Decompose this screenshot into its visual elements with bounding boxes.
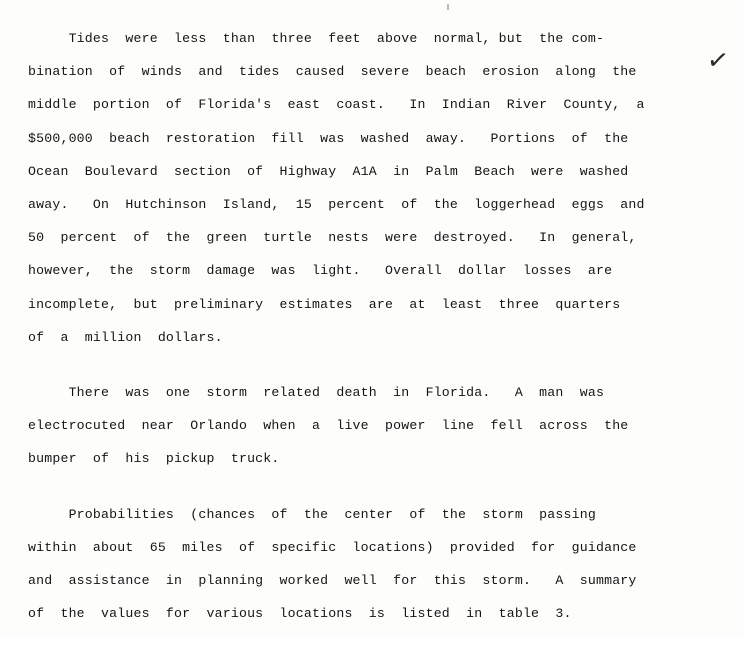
text-line: away. On Hutchinson Island, 15 percent of the loggerhead eggs and [28, 197, 645, 213]
text-line: Probabilities (chances of the center of the storm passing [28, 506, 596, 522]
text-line: and assistance in planning worked well for this storm. A summary [28, 573, 637, 589]
text-line: 50 percent of the green turtle nests were destroyed. In general, [28, 230, 637, 246]
text-line: $500,000 beach restoration fill was washed away. Portions of the [28, 130, 629, 146]
paragraph-1 [28, 22, 718, 354]
text-line: within about 65 miles of specific locations) provided for guidance [28, 539, 637, 555]
text-line: middle portion of Florida's east coast. In Indian River County, a [28, 97, 645, 113]
text-line: incomplete, but preliminary estimates are at least three quarters [28, 296, 621, 312]
paragraph-3 [28, 498, 718, 631]
text-line: Ocean Boulevard section of Highway A1A in Palm Beach were washed [28, 163, 629, 179]
document-text-body [28, 22, 718, 652]
text-line: Tides were less than three feet above normal, but the com- [28, 31, 605, 46]
text-line: bination of winds and tides caused severe beach erosion along the [28, 64, 637, 80]
text-line: electrocuted near Orlando when a live power line fell across the [28, 418, 629, 434]
text-line: of a million dollars. [28, 329, 223, 345]
page-speck [447, 4, 449, 10]
text-line: however, the storm damage was light. Overall dollar losses are [28, 263, 613, 279]
text-line: of the values for various locations is listed in table 3. [28, 606, 572, 622]
text-line: bumper of his pickup truck. [28, 451, 280, 467]
text-line: There was one storm related death in Florida. A man was [28, 385, 605, 401]
paragraph-2 [28, 376, 718, 476]
margin-checkmark-annotation: ✓ [705, 44, 731, 77]
